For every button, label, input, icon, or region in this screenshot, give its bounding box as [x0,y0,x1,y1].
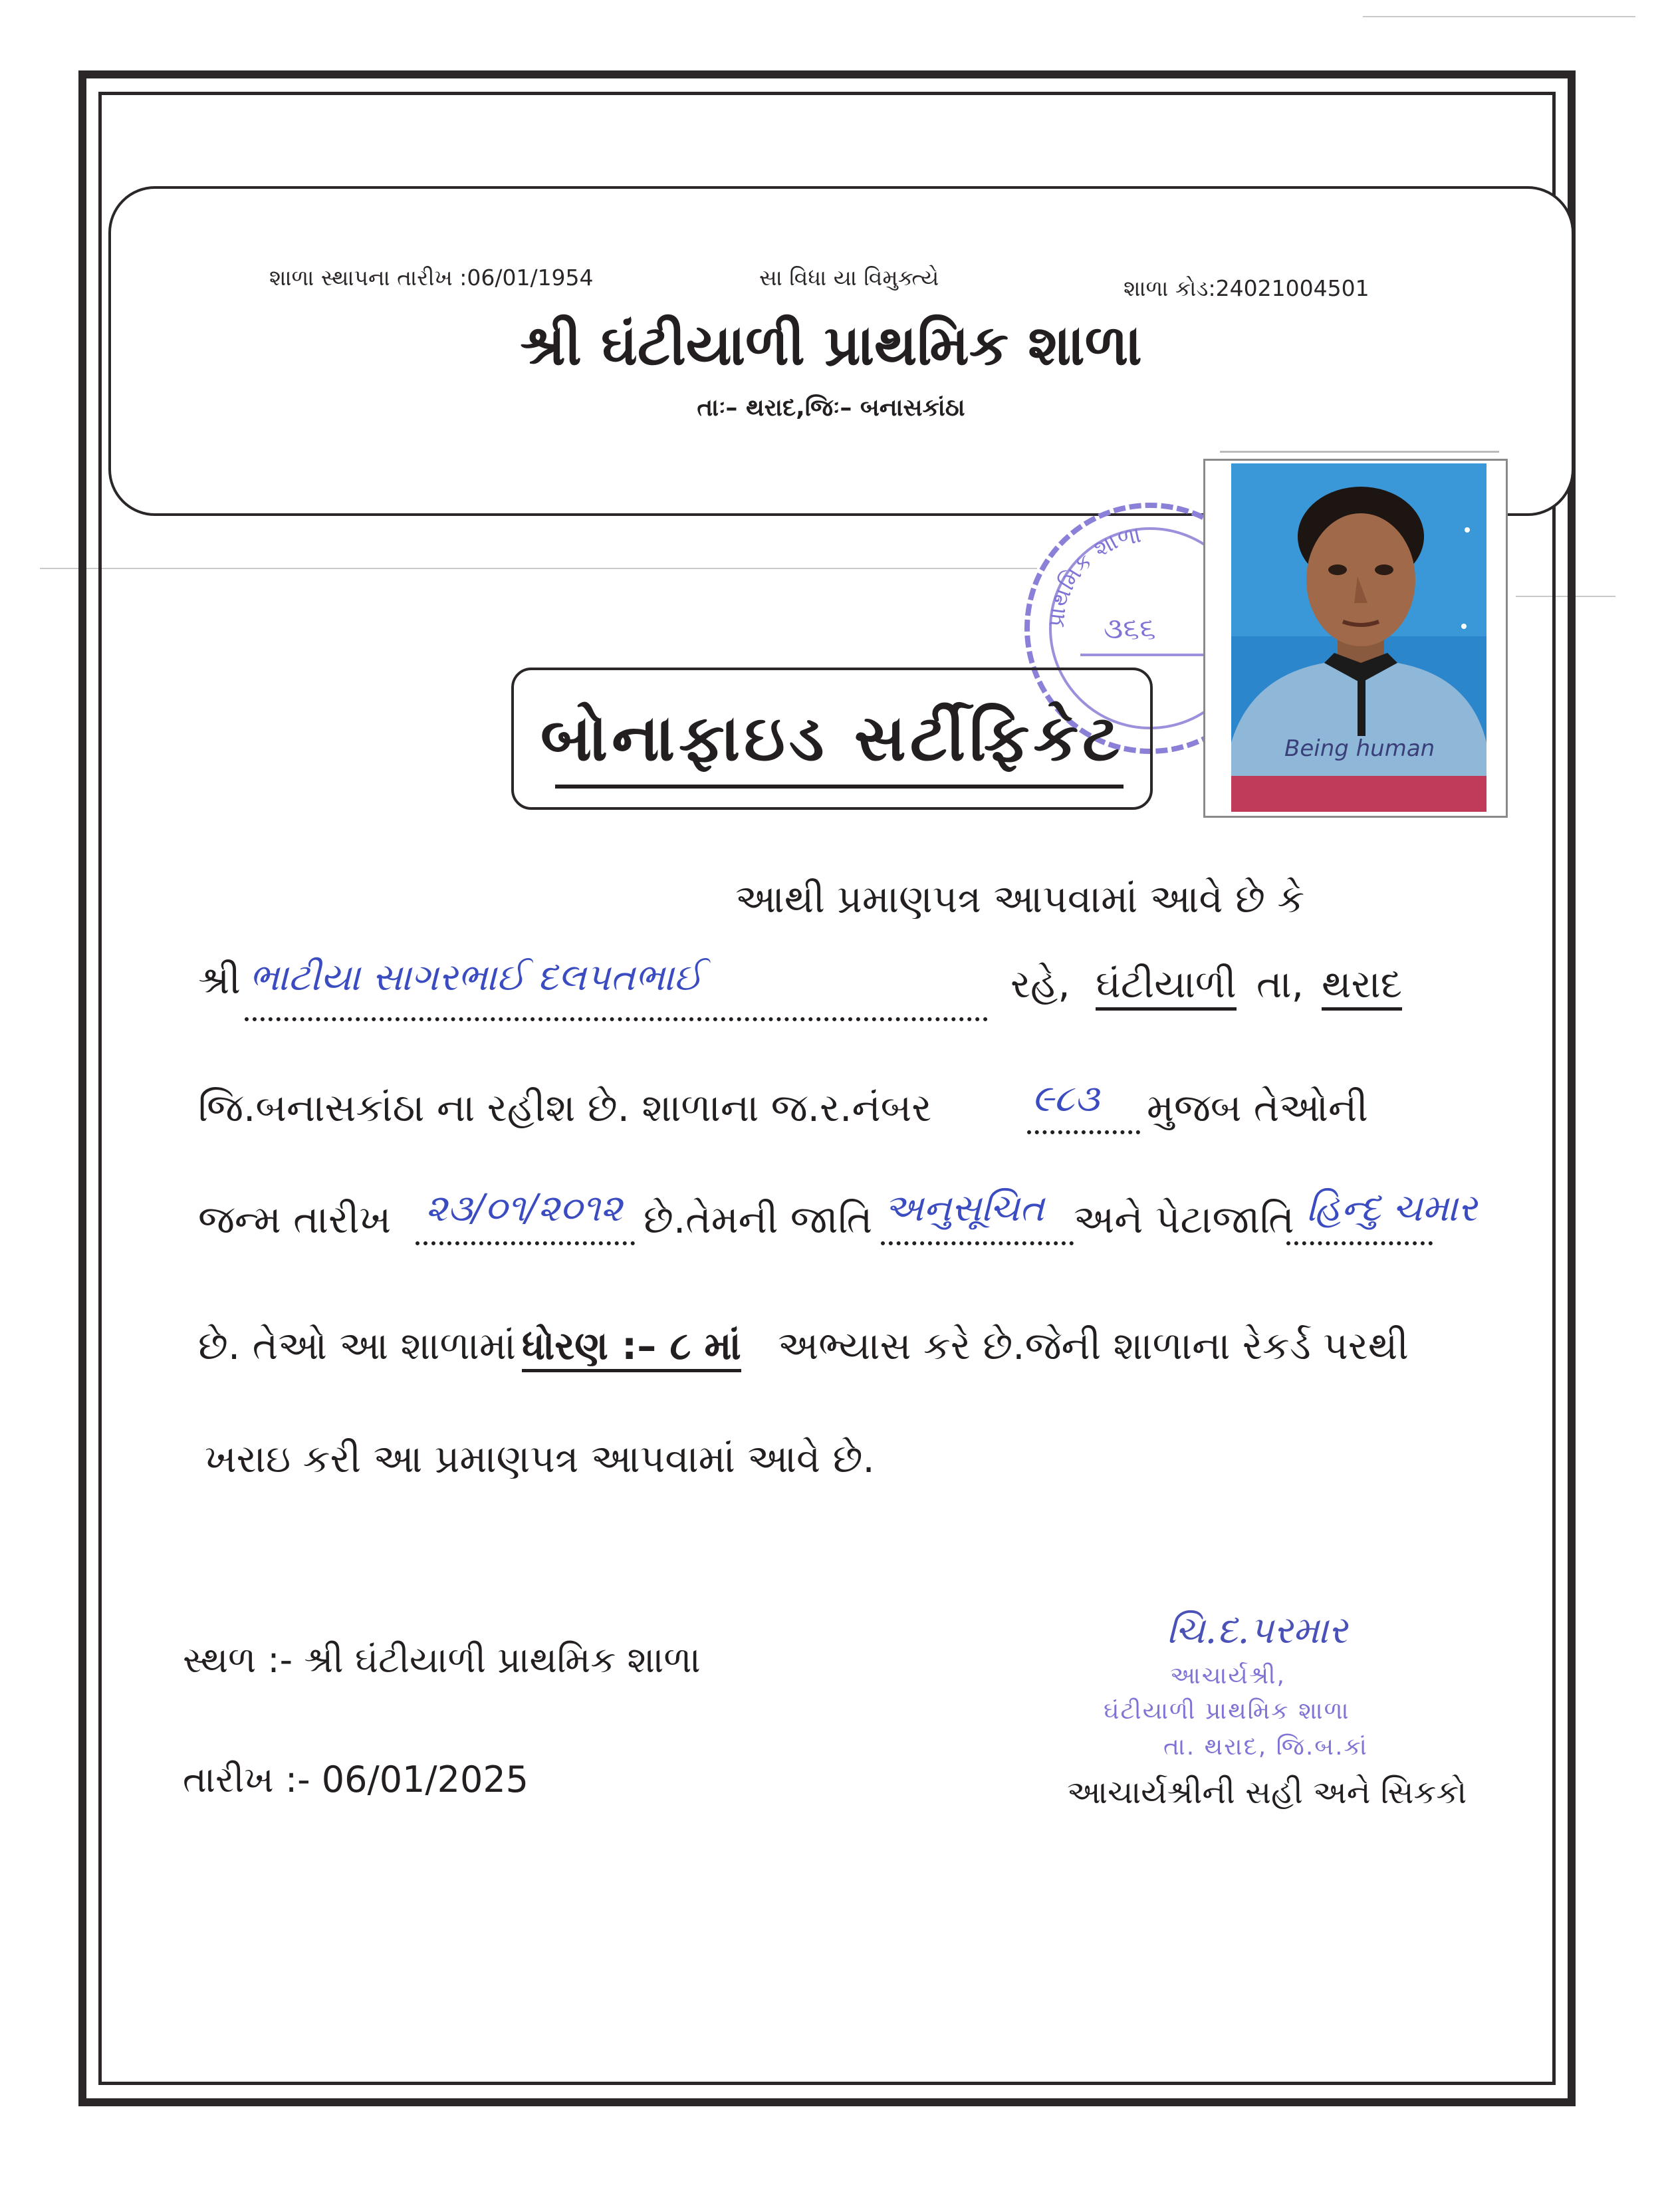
taluka-name: થરાદ [1322,961,1402,1011]
subcaste-label: અને પેટાજાતિ [1074,1197,1294,1242]
stamp-text: પ્રાથમિક શાળા [1042,521,1144,630]
rahe-label: રહે, [1010,961,1070,1007]
established-date: શાળા સ્થાપના તારીખ :06/01/1954 [269,265,594,291]
certificate-title-underline [555,785,1124,789]
ta-label: તા, [1256,961,1304,1007]
school-name: શ્રી ઘંટીયાળી પ્રાથમિક શાળા [520,312,1142,378]
verification-text: ખરાઇ કરી આ પ્રમાણપત્ર આપવામાં આવે છે. [205,1436,875,1481]
scan-line-top [1363,16,1635,17]
date-line: તારીખ :- 06/01/2025 [183,1759,529,1800]
seal-line-3: તા. થરાદ, જિ.બ.કાં [1163,1733,1368,1761]
dob-label: જન્મ તારીખ [198,1197,392,1242]
school-code: શાળા કોડ:24021004501 [1124,275,1369,301]
intro-line: આથી પ્રમાણપત્ર આપવામાં આવે છે કે [735,876,1305,922]
shirt-text: Being human [1284,735,1435,762]
principal-signature: ચિ.દ.પરમાર [1167,1609,1348,1652]
school-address: તાઃ– થરાદ,જિઃ– બનાસકાંઠા [697,394,965,422]
caste-label: છે.તેમની જાતિ [644,1197,873,1242]
signature-label: આચાર્યશ્રીની સહી અને સિકકો [1067,1774,1467,1811]
seal-line-1: આચાર્યશ્રી, [1170,1662,1286,1689]
stamp-number: ૩૬૬ [1104,612,1156,646]
school-motto: સા વિધા યા વિમુક્ત્યે [759,265,939,291]
place-line: સ્થળ :- શ્રી ઘંટીયાળી પ્રાથમિક શાળા [183,1639,701,1681]
photo-top-line [1220,451,1499,453]
studying-text: છે. તેઓ આ શાળામાં [198,1323,517,1368]
standard-value: ધોરણ :– ૮ માં [522,1323,741,1372]
certificate-title: બોનાફાઇડ સર્ટીફિકેટ [540,701,1124,775]
shri-label: શ્રી [198,957,241,1003]
subcaste-value: હિન્દુ ચમાર [1306,1187,1477,1230]
caste-value: અનુસૂચિત [884,1187,1044,1230]
date-of-birth: ૨૩/૦૧/૨૦૧૨ [425,1187,622,1230]
register-number: ૯૮૩ [1032,1077,1100,1120]
district-register-text: જિ.બનાસકાંઠા ના રહીશ છે. શાળાના જ.ર.નંબર [198,1085,932,1130]
record-text: અભ્યાસ કરે છે.જેની શાળાના રેકર્ડ પરથી [778,1323,1409,1368]
village-name: ઘંટીયાળી [1096,961,1237,1011]
as-per-text: મુજબ તેઓની [1147,1085,1368,1130]
student-photo [1231,463,1486,812]
student-name: ભાટીયા સાગરભાઈ દલપતભાઈ [249,956,703,999]
seal-line-2: ઘંટીયાળી પ્રાથમિક શાળા [1104,1697,1350,1725]
